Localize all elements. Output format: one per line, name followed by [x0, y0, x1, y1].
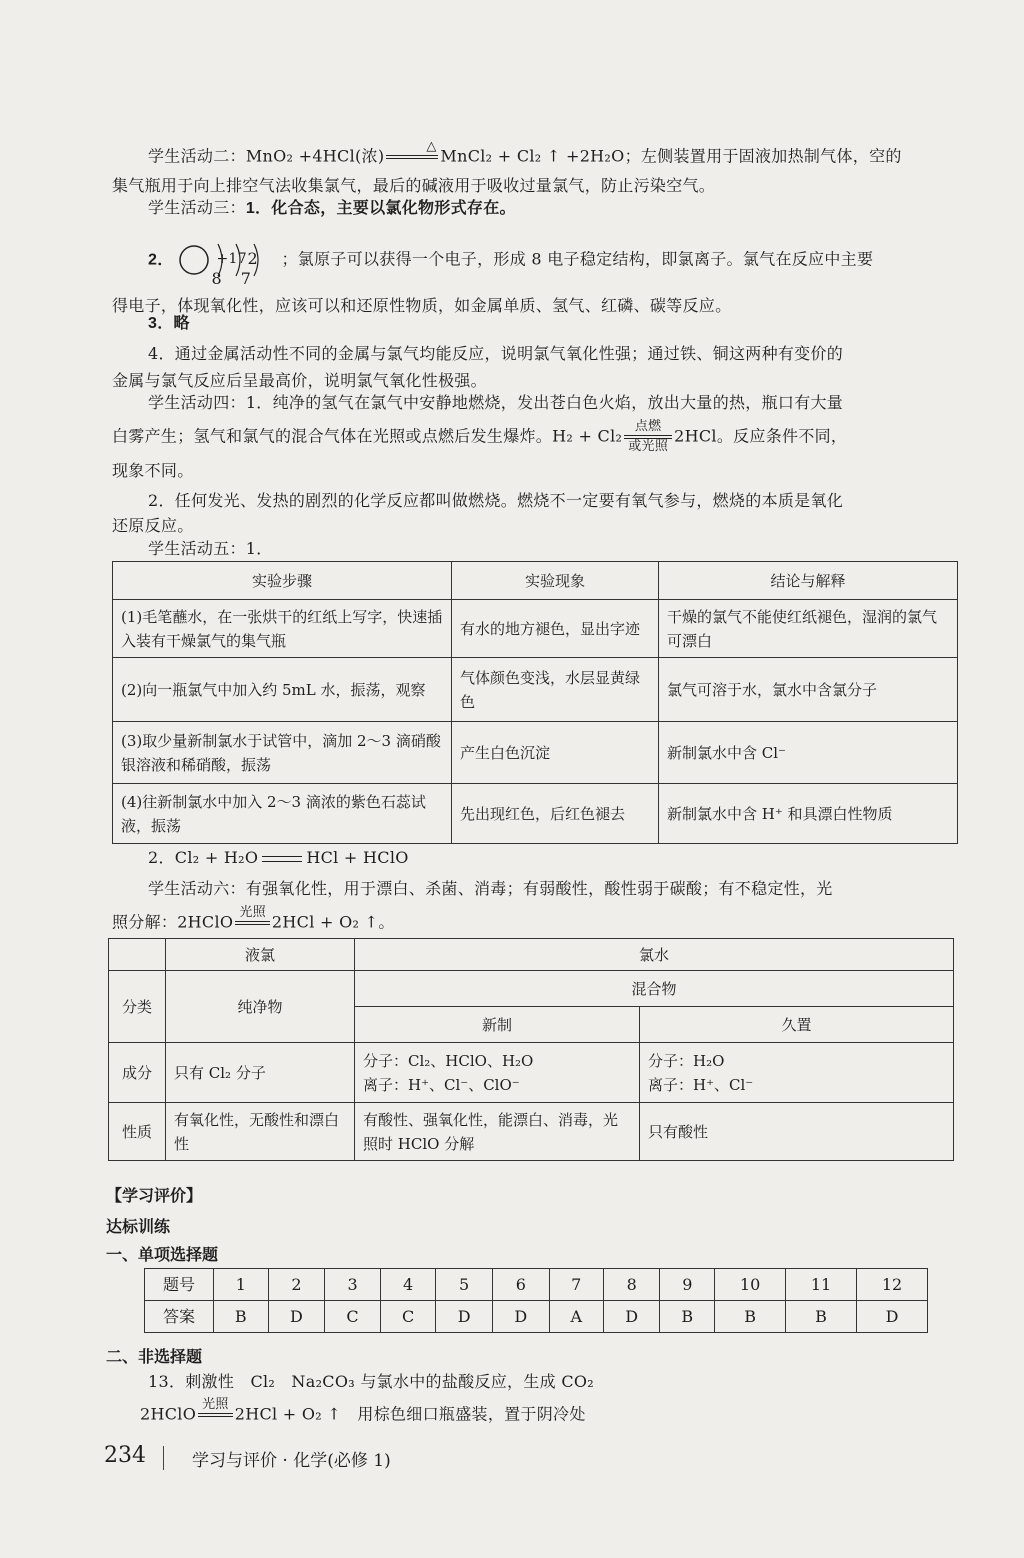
experiment-phenomenon-4: 先出现红色，后红色褪去 — [452, 784, 659, 844]
activity6-eq-condition — [235, 906, 270, 940]
water-class: 混合物 — [355, 971, 954, 1007]
page-number: 234 — [104, 1443, 146, 1468]
activity3-label: 学生活动三： — [148, 198, 246, 217]
header-aged: 久置 — [640, 1007, 954, 1043]
experiment-step-2: (2)向一瓶氯气中加入约 5mL 水，振荡，观察 — [113, 658, 452, 722]
activity2-eq-cond-top: △ — [426, 139, 437, 154]
question-number: 2 — [268, 1269, 325, 1301]
experiment-phenomenon-2: 气体颜色变浅，水层显黄绿色 — [452, 658, 659, 722]
activity6-text2a: 照分解：2HClO — [112, 912, 234, 932]
question-number: 6 — [492, 1269, 549, 1301]
question-number: 7 — [549, 1269, 603, 1301]
reversible-arrow-icon — [262, 854, 302, 864]
activity3-item2-line — [112, 238, 960, 288]
activity2-text1: 左侧装置用于固液加热制气体，空的 — [640, 146, 902, 166]
q13-line2b: 2HCl + O₂ ↑ 用棕色细口瓶盛装，置于阴冷处 — [234, 1404, 586, 1424]
q13-cond: 光照 — [202, 1397, 229, 1412]
activity3-item4-2: 金属与氯气反应后呈最高价，说明氯气氧化性极强。 — [112, 371, 487, 390]
evaluation-title: 【学习评价】 — [106, 1188, 203, 1205]
liquid-class: 纯净物 — [166, 971, 355, 1043]
fresh-ions: 离子：H⁺、Cl⁻、ClO⁻ — [363, 1075, 520, 1094]
activity3-item2-text2: 得电子，体现氧化性，应该可以和还原性物质，如金属单质、氢气、红磷、碳等反应。 — [112, 296, 732, 315]
q13-line1: 13．刺激性 Cl₂ Na₂CO₃ 与氯水中的盐酸反应，生成 CO₂ — [148, 1372, 595, 1391]
q13-eq-condition — [198, 1398, 233, 1432]
activity4-item1-2b: 2HCl。反应条件不同， — [674, 426, 848, 446]
activity4-item1-3: 现象不同。 — [112, 461, 194, 480]
activity3-item2-num: 2． — [148, 251, 174, 269]
activity6-line2 — [112, 906, 960, 940]
aged-property: 只有酸性 — [640, 1103, 954, 1161]
header-fresh: 新制 — [355, 1007, 640, 1043]
activity5-item2-lhs: 2．Cl₂ + H₂O — [148, 848, 259, 867]
activity4-label: 学生活动四： — [148, 393, 246, 412]
answer-table-numbers — [145, 1269, 928, 1301]
question-number: 8 — [603, 1269, 660, 1301]
aged-composition — [640, 1043, 954, 1103]
chlorine-atom-diagram-icon — [178, 238, 278, 288]
activity4-item1-line2 — [112, 420, 960, 454]
experiment-phenomenon-1: 有水的地方褪色，显出字迹 — [452, 600, 659, 658]
experiment-row — [113, 722, 958, 784]
header-chlorine-water: 氯水 — [355, 939, 954, 971]
answer-cell: D — [856, 1301, 927, 1333]
question-number: 11 — [786, 1269, 857, 1301]
label-answer: 答案 — [145, 1301, 214, 1333]
book-title: 学习与评价 · 化学(必修 1) — [192, 1451, 391, 1471]
experiment-row — [113, 600, 958, 658]
activity2-eq-condition — [386, 140, 438, 174]
atom-nucleus-label: +17 — [216, 251, 247, 267]
label-question-number: 题号 — [145, 1269, 214, 1301]
q13-line2 — [140, 1398, 988, 1432]
activity3-item1: 1．化合态，主要以氯化物形式存在。 — [245, 200, 516, 217]
activity6-text2b: 2HCl + O₂ ↑。 — [271, 912, 395, 932]
experiment-step-1: (1)毛笔蘸水，在一张烘干的红纸上写字，快速插入装有干燥氯气的集气瓶 — [113, 600, 452, 658]
fresh-property: 有酸性、强氧化性，能漂白、消毒，光照时 HClO 分解 — [355, 1103, 640, 1161]
liquid-property: 有氧化性，无酸性和漂白性 — [166, 1103, 355, 1161]
activity4-eq-condition — [624, 420, 672, 454]
question-number: 4 — [380, 1269, 436, 1301]
aged-molecules: 分子：H₂O — [648, 1051, 725, 1070]
q13-line2a: 2HClO — [140, 1404, 197, 1424]
experiment-table — [112, 561, 958, 844]
answer-table-answers — [145, 1301, 928, 1333]
row-label-class: 分类 — [109, 971, 166, 1043]
activity4-item1-1: 1．纯净的氢气在氯气中安静地燃烧，发出苍白色火焰，放出大量的热，瓶口有大量 — [245, 393, 844, 412]
experiment-conclusion-3: 新制氯水中含 Cl⁻ — [659, 722, 958, 784]
experiment-row — [113, 784, 958, 844]
activity3-item2-text1: ；氯原子可以获得一个电子，形成 8 电子稳定结构，即氯离子。氯气在反应中主要 — [281, 249, 874, 269]
chlorine-comparison-table — [108, 938, 954, 1161]
activity3-item3: 3．略 — [148, 315, 190, 332]
row-label-composition: 成分 — [109, 1043, 166, 1103]
corner-cell — [109, 939, 166, 971]
activity4-item1-line1 — [112, 387, 960, 419]
answer-cell: D — [603, 1301, 660, 1333]
activity3-item1-line — [112, 192, 960, 225]
answer-cell: B — [214, 1301, 269, 1333]
question-number: 5 — [436, 1269, 493, 1301]
experiment-conclusion-1: 干燥的氯气不能使红纸褪色，湿润的氯气可漂白 — [659, 600, 958, 658]
answer-table — [144, 1268, 928, 1333]
answer-cell: D — [436, 1301, 493, 1333]
answer-cell: D — [268, 1301, 325, 1333]
activity4-item1-2a: 白雾产生；氢气和氯气的混合气体在光照或点燃后发生爆炸。H₂ + Cl₂ — [112, 426, 623, 446]
experiment-step-4: (4)往新制氯水中加入 2～3 滴浓的紫色石蕊试液，振荡 — [113, 784, 452, 844]
experiment-table-header — [113, 562, 958, 600]
activity6-text1: 学生活动六：有强氧化性，用于漂白、杀菌、消毒；有弱酸性，酸性弱于碳酸；有不稳定性，光 — [148, 879, 833, 898]
activity2-paragraph — [112, 140, 960, 174]
section-single-choice: 一、单项选择题 — [106, 1247, 219, 1264]
fresh-molecules: 分子：Cl₂、HClO、H₂O — [363, 1051, 534, 1070]
row-label-property: 性质 — [109, 1103, 166, 1161]
footer-divider — [163, 1446, 164, 1470]
activity2-eq-lhs: MnO₂ +4HCl(浓) — [245, 146, 385, 166]
header-conclusion: 结论与解释 — [659, 562, 958, 600]
experiment-phenomenon-3: 产生白色沉淀 — [452, 722, 659, 784]
experiment-conclusion-2: 氯气可溶于水，氯水中含氯分子 — [659, 658, 958, 722]
evaluation-subtitle: 达标训练 — [106, 1219, 171, 1236]
header-steps: 实验步骤 — [113, 562, 452, 600]
answer-cell: C — [325, 1301, 381, 1333]
question-number: 3 — [325, 1269, 381, 1301]
answer-cell: D — [492, 1301, 549, 1333]
question-number: 9 — [660, 1269, 715, 1301]
activity4-item2-2: 还原反应。 — [112, 516, 194, 535]
experiment-row — [113, 658, 958, 722]
answer-cell: B — [660, 1301, 715, 1333]
question-number: 10 — [715, 1269, 786, 1301]
answer-cell: C — [380, 1301, 436, 1333]
section-non-choice: 二、非选择题 — [106, 1349, 203, 1366]
activity2-eq-rhs: MnCl₂ + Cl₂ ↑ +2H₂O； — [440, 146, 641, 166]
activity4-cond-top: 点燃 — [634, 419, 662, 434]
activity6-cond: 光照 — [239, 905, 266, 920]
activity4-item2-1: 2．任何发光、发热的剧烈的化学反应都叫做燃烧。燃烧不一定要有氧气参与，燃烧的本质是氧化 — [148, 491, 844, 510]
experiment-step-3: (3)取少量新制氯水于试管中，滴加 2～3 滴硝酸银溶液和稀硝酸，振荡 — [113, 722, 452, 784]
activity5-item2-rhs: HCl + HClO — [306, 848, 409, 867]
activity4-cond-bot: 或光照 — [628, 439, 669, 454]
aged-ions: 离子：H⁺、Cl⁻ — [648, 1075, 754, 1094]
activity3-item4-1: 4．通过金属活动性不同的金属与氯气均能反应，说明氯气氧化性强；通过铁、铜这两种有变价的 — [148, 344, 844, 363]
activity2-label: 学生活动二： — [148, 146, 246, 166]
answer-cell: B — [786, 1301, 857, 1333]
answer-cell: B — [715, 1301, 786, 1333]
experiment-conclusion-4: 新制氯水中含 H⁺ 和具漂白性物质 — [659, 784, 958, 844]
question-number: 1 — [214, 1269, 269, 1301]
answer-cell: A — [549, 1301, 603, 1333]
activity5-label: 学生活动五：1． — [148, 539, 273, 558]
liquid-composition: 只有 Cl₂ 分子 — [166, 1043, 355, 1103]
fresh-composition — [355, 1043, 640, 1103]
atom-shell-electrons: 2 8 7 — [211, 249, 265, 288]
activity5-item2 — [112, 842, 960, 874]
header-phenomenon: 实验现象 — [452, 562, 659, 600]
header-liquid-chlorine: 液氯 — [166, 939, 355, 971]
activity2-text2: 集气瓶用于向上排空气法收集氯气，最后的碱液用于吸收过量氯气，防止污染空气。 — [112, 176, 716, 195]
question-number: 12 — [856, 1269, 927, 1301]
